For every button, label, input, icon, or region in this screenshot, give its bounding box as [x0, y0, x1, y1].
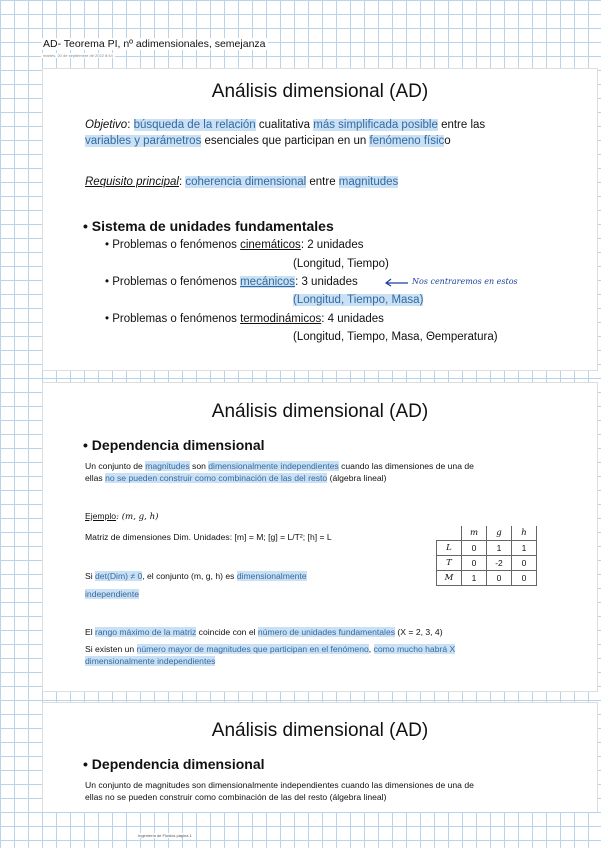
determinante-line-1 [85, 571, 307, 581]
matrix-cell: 0 [462, 556, 487, 571]
requisito-line [85, 176, 398, 188]
para1-line-1 [85, 461, 474, 471]
matrix-col-header: h [512, 526, 537, 541]
item-post: : 2 unidades [300, 239, 364, 251]
page-title: AD- Teorema PI, nº adimensionales, semejanza [43, 38, 266, 50]
highlight: como mucho habrá X [373, 644, 456, 654]
item-pre: Problemas o fenómenos [112, 239, 241, 251]
slide-1 [42, 68, 598, 371]
text-segment: , el conjunto (m, g, h) es [142, 571, 237, 581]
item-pre: Problemas o fenómenos [112, 313, 241, 325]
objetivo-label: Objetivo [85, 119, 128, 131]
matrix-cell: 0 [512, 571, 537, 586]
highlight: independiente [85, 589, 140, 599]
highlight: dimensionalmente [236, 571, 307, 581]
matrix-col-header: g [487, 526, 512, 541]
text-segment: Un conjunto de [85, 461, 146, 471]
text-segment: son [189, 461, 209, 471]
item-cinematicos: • Problemas o fenómenos cinemáticos: 2 unidades [105, 239, 364, 251]
highlight: búsqueda de la relación [133, 119, 256, 131]
item-pre: Problemas o fenómenos [112, 276, 241, 288]
text-segment: Si [85, 571, 96, 581]
slide-3 [42, 702, 598, 812]
text-segment: : [178, 176, 186, 188]
text-segment: entre las [437, 119, 486, 131]
units-text: (Longitud, Tiempo) [293, 258, 389, 270]
dependencia-heading: • Dependencia dimensional [83, 437, 265, 453]
item-post: : 3 unidades [295, 276, 358, 288]
para-line-1: Un conjunto de magnitudes son dimensionalmente independientes cuando las dimensiones de una de [85, 780, 474, 790]
units-cinematicos [293, 258, 389, 270]
text-segment: El [85, 627, 96, 637]
matrix-row-header: T [437, 556, 462, 571]
sistema-heading: • Sistema de unidades fundamentales [83, 218, 334, 234]
matrix-row-header: M [437, 571, 462, 586]
text-segment: coincide con el [196, 627, 258, 637]
ejemplo-label: Ejemplo [85, 511, 117, 521]
para-line-2: ellas no se pueden construir como combinación de las del resto (álgebra lineal) [85, 792, 387, 802]
slide-title: Análisis dimensional (AD) [211, 401, 429, 422]
text-segment: (álgebra lineal) [327, 473, 387, 483]
slide-2 [42, 382, 598, 692]
highlight: dimensionalmente independientes [208, 461, 339, 471]
text-segment: ellas [85, 473, 106, 483]
objetivo-line-1 [85, 119, 485, 131]
text-segment: , [368, 644, 374, 654]
matrix-cell: 0 [512, 556, 537, 571]
arrow-icon [384, 277, 410, 287]
mayor-line-2 [85, 656, 215, 666]
determinante-line-2 [85, 589, 139, 599]
objetivo-line-2 [85, 135, 451, 147]
highlight: fenómeno físic [369, 135, 445, 147]
slide-title: Análisis dimensional (AD) [211, 720, 429, 741]
highlight: variables y parámetros [85, 135, 202, 147]
text-segment: o [444, 135, 451, 147]
page-date: martes, 20 de septiembre de 2022 8:44 [43, 53, 113, 58]
highlight: magnitudes [338, 176, 399, 188]
matrix-cell: 1 [487, 541, 512, 556]
matriz-line: Matriz de dimensiones Dim. Unidades: [m] = M; [g] = L/T²; [h] = L [85, 532, 332, 542]
item-termodinamicos: • Problemas o fenómenos termodinámicos: 4 unidades [105, 313, 384, 325]
highlight: número de unidades fundamentales [257, 627, 396, 637]
item-word: cinemáticos [240, 239, 301, 251]
matrix-cell: 0 [487, 571, 512, 586]
text-segment: cualitativa [255, 119, 314, 131]
heading-text: Dependencia dimensional [91, 437, 265, 453]
highlight: coherencia dimensional [185, 176, 307, 188]
matrix-row [437, 571, 537, 586]
highlight: rango máximo de la matriz [95, 627, 197, 637]
units-termodinamicos [293, 331, 498, 343]
heading-text: Dependencia dimensional [91, 756, 265, 772]
matrix-cell: -2 [487, 556, 512, 571]
highlight: no se pueden construir como combinación de las del resto [105, 473, 328, 483]
matrix-row-header: L [437, 541, 462, 556]
rango-line [85, 627, 443, 637]
highlight: magnitudes [145, 461, 190, 471]
units-text: (Longitud, Tiempo, Masa) [293, 294, 424, 306]
units-mecanicos [293, 294, 423, 306]
matrix-header-row [437, 526, 537, 541]
item-mecanicos: • Problemas o fenómenos mecánicos: 3 unidades [105, 276, 358, 288]
matrix-cell: 1 [462, 571, 487, 586]
text-segment: esenciales que participan en un [201, 135, 370, 147]
dependencia-heading: • Dependencia dimensional [83, 756, 265, 772]
slide-title: Análisis dimensional (AD) [211, 81, 429, 102]
text-segment: (X = 2, 3, 4) [395, 627, 443, 637]
item-word: mecánicos [240, 276, 296, 288]
para1-line-2 [85, 473, 386, 483]
highlight: det(Dim) ≠ 0 [95, 571, 143, 581]
item-word: termodinámicos [240, 313, 322, 325]
highlight: número mayor de magnitudes que participan en el fenómeno [136, 644, 369, 654]
heading-text: Sistema de unidades fundamentales [91, 218, 334, 234]
handwritten-note: Nos centraremos en estos [412, 277, 518, 286]
requisito-label: Requisito principal [85, 176, 179, 188]
matrix-col-header: m [462, 526, 487, 541]
page-footer: Ingeniería de Fluidos página 1 [138, 833, 192, 838]
ejemplo-expr: : (m, g, h) [116, 512, 159, 522]
ejemplo-line [85, 511, 159, 522]
text-segment: cuando las dimensiones de una de [338, 461, 474, 471]
matrix-corner [437, 526, 462, 541]
highlight: más simplificada posible [313, 119, 438, 131]
matrix-row [437, 556, 537, 571]
mayor-line-1 [85, 644, 455, 654]
highlight: dimensionalmente independientes [85, 656, 216, 666]
text-segment: entre [306, 176, 339, 188]
item-post: : 4 unidades [321, 313, 384, 325]
dimension-matrix [436, 526, 537, 586]
matrix-cell: 0 [462, 541, 487, 556]
text-segment: Si existen un [85, 644, 137, 654]
units-text: (Longitud, Tiempo, Masa, Θemperatura) [293, 331, 498, 343]
text-segment: : [127, 119, 134, 131]
matrix-cell: 1 [512, 541, 537, 556]
matrix-row [437, 541, 537, 556]
